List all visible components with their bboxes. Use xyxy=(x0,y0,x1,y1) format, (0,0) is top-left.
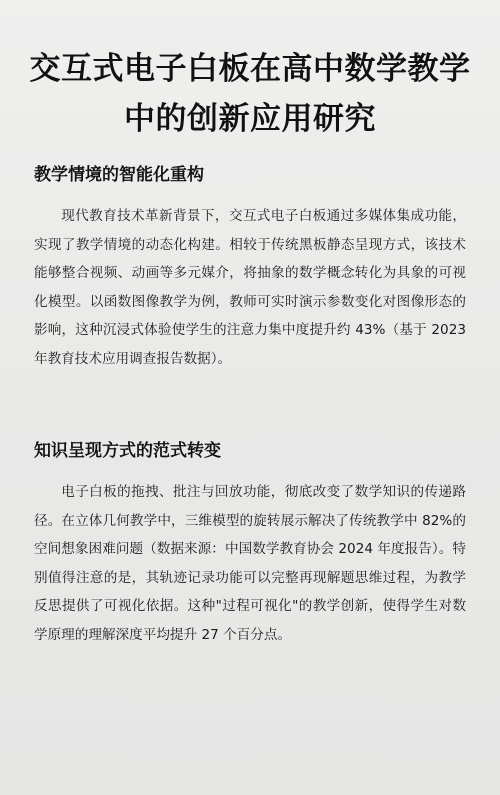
section-paradigm-shift xyxy=(34,438,466,649)
section-heading: 知识呈现方式的范式转变 xyxy=(34,441,221,461)
document-title: 交互式电子白板在高中数学教学中的创新应用研究 xyxy=(29,51,471,137)
section-intelligent-context xyxy=(34,162,466,373)
section-paragraph: 电子白板的拖拽、批注与回放功能，彻底改变了数学知识的传递路径。在立体几何教学中，三维模型的旋转展示解决了传统教学中 82%的空间想象困难问题（数据来源：中国数学教育协会 2024 年度报告）。特别值得注意的是，其轨迹记录功能可以完整再现解题思维过程，为教学反思提供了可视化依据。这种"过程可视化"的教学创新，使得学生对数学原理的理解深度平均提升 27 个百分点。 xyxy=(34,484,466,643)
section-paragraph: 现代教育技术革新背景下，交互式电子白板通过多媒体集成功能，实现了教学情境的动态化构建。相较于传统黑板静态呈现方式，该技术能够整合视频、动画等多元媒介，将抽象的数学概念转化为具象的可视化模型。以函数图像教学为例，教师可实时演示参数变化对图像形态的影响，这种沉浸式体验使学生的注意力集中度提升约 43%（基于 2023 年教育技术应用调查报告数据）。 xyxy=(34,208,466,367)
section-heading: 教学情境的智能化重构 xyxy=(34,165,204,185)
